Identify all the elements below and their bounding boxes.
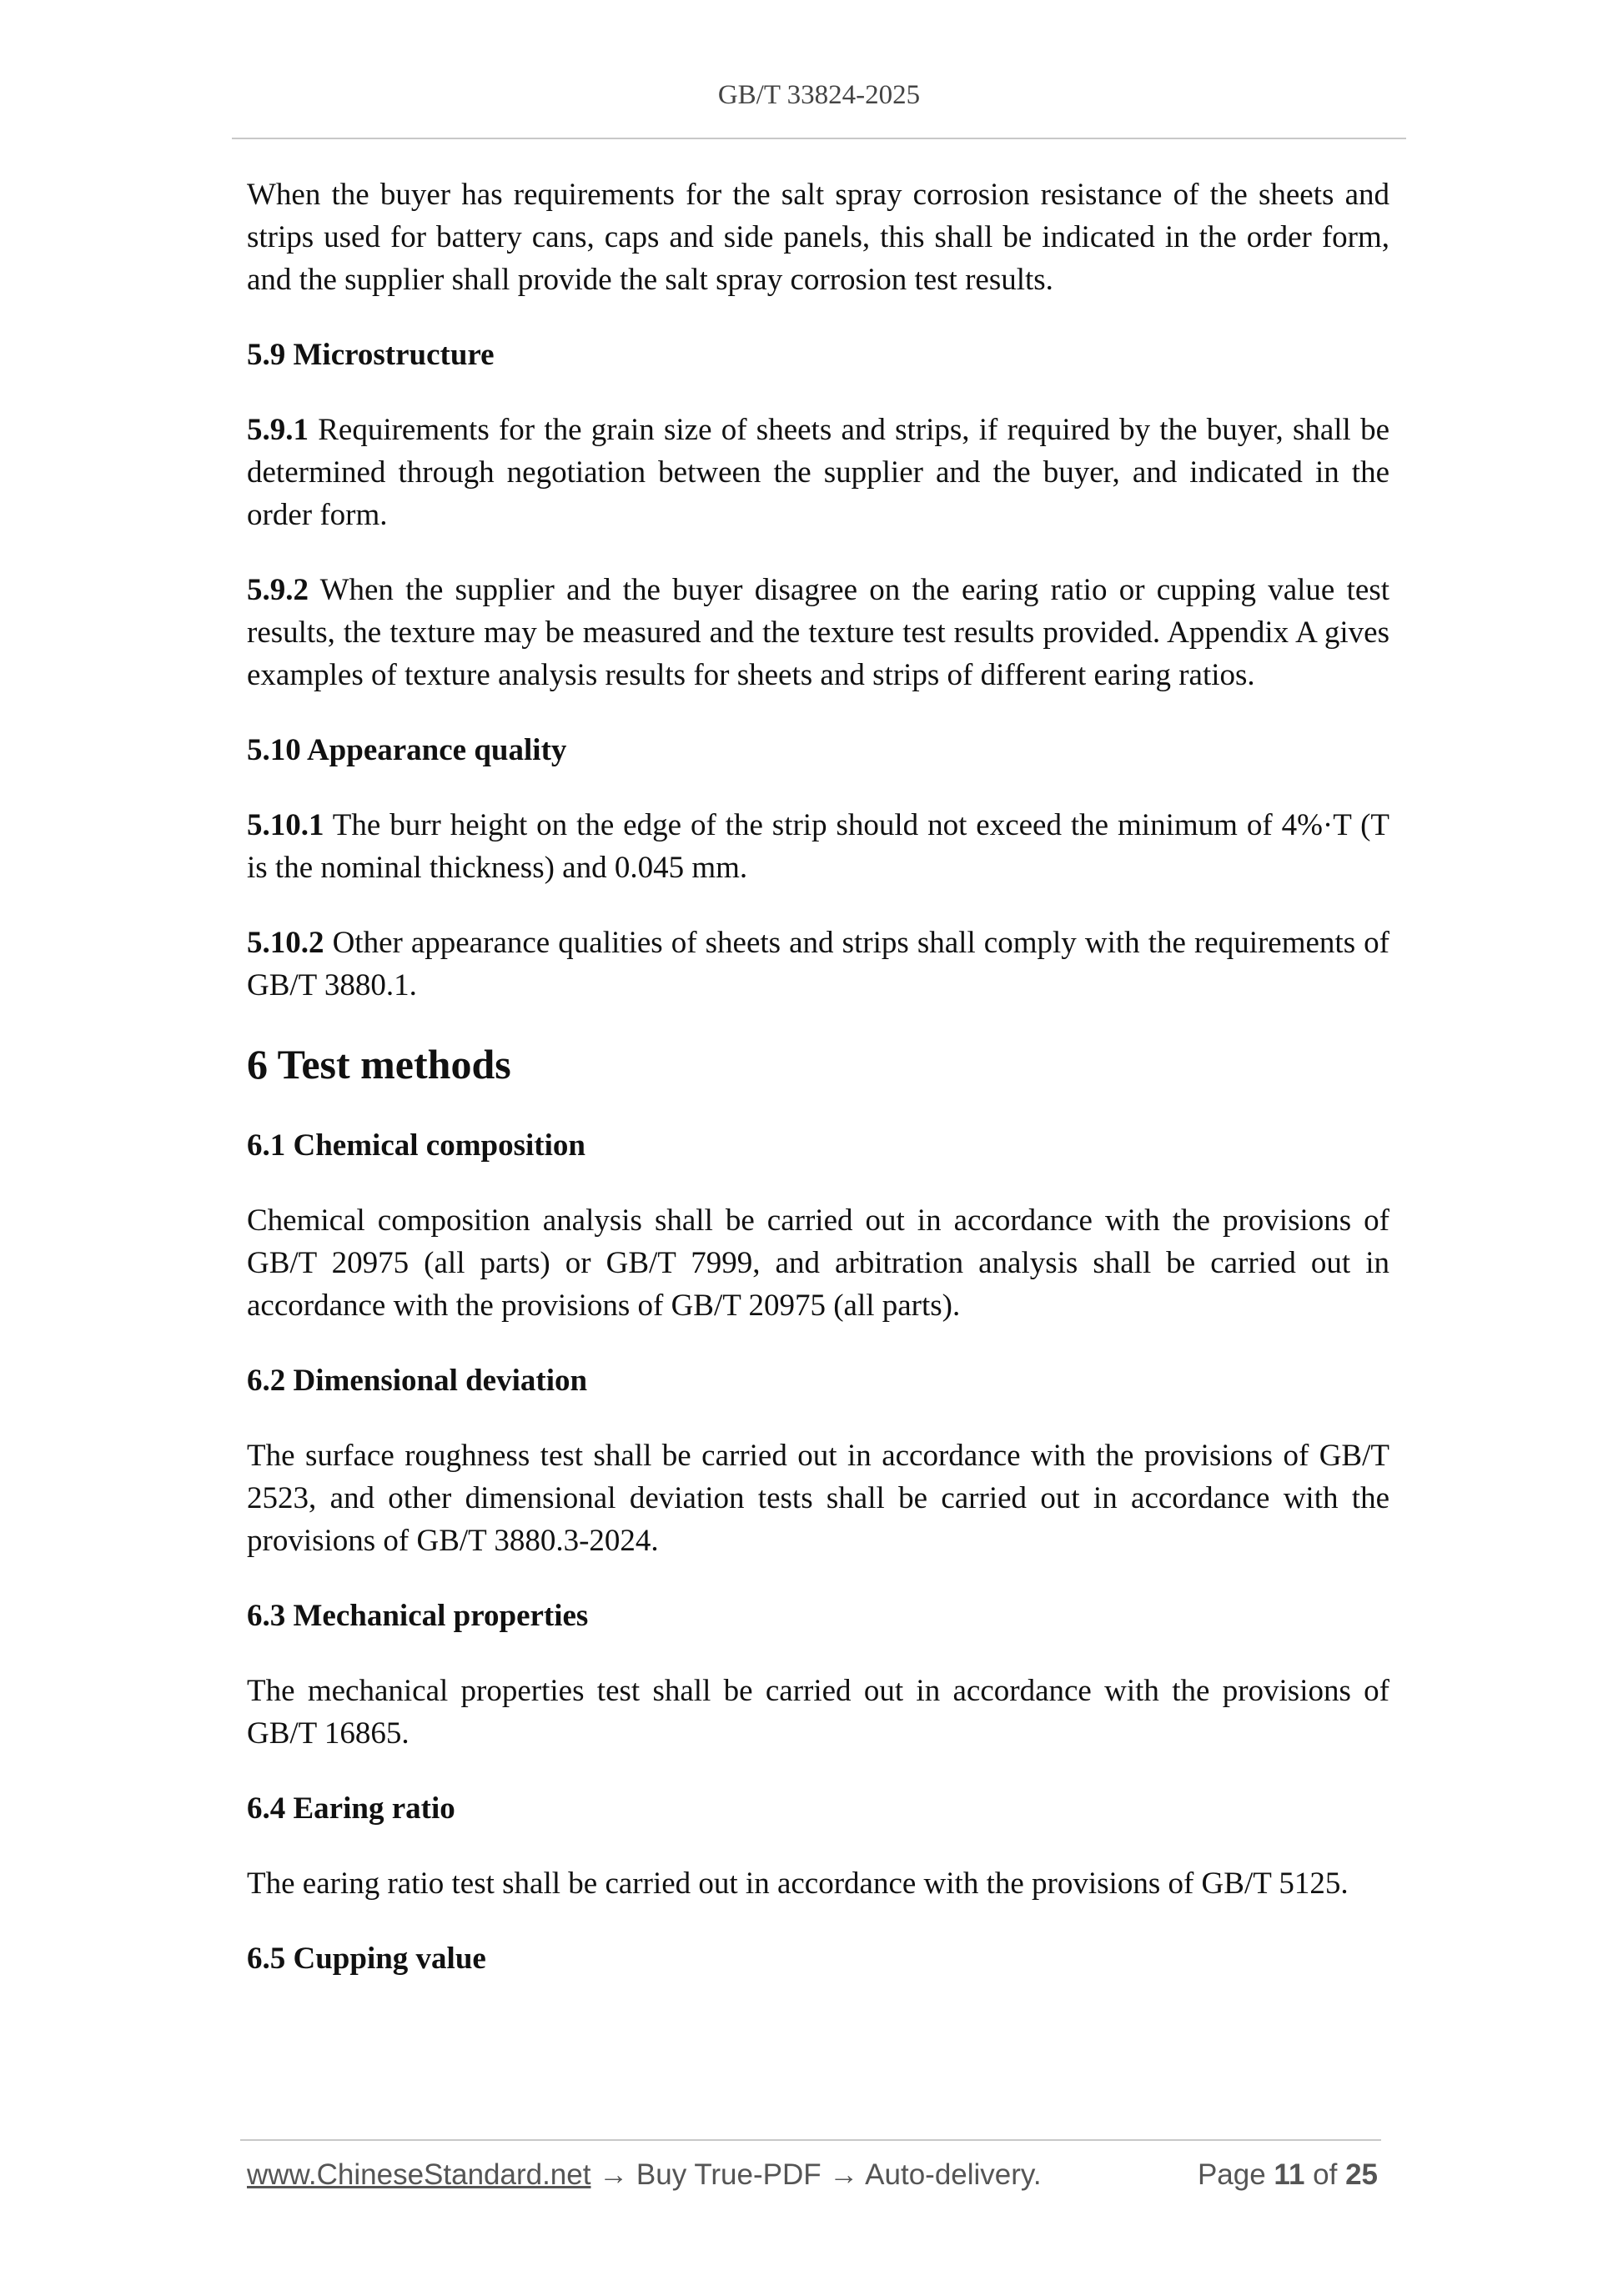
clause-number: 5.10.2 [247,926,324,960]
clause-text: When the supplier and the buyer disagree on the earing ratio or cupping value test results, the texture may be measured and the texture test results provided. Appendix A gives examples of texture analysis results for sheets and strips of different earing ratios. [247,573,1389,692]
intro-paragraph: When the buyer has requirements for the salt spray corrosion resistance of the sheets and strips used for battery cans, caps and side panels, this shall be indicated in the order form, and the supplier shall provide the salt spray corrosion test results. [247,178,1389,297]
current-page-number: 11 [1274,2158,1305,2191]
footer-tagline: → Buy True-PDF → Auto-delivery. [590,2158,1042,2191]
clause-number: 5.9.2 [247,573,309,607]
heading-6-1: 6.1 Chemical composition [247,1128,585,1163]
clause-5-9-2 [247,569,1389,696]
clause-5-10-2 [247,922,1389,1007]
clause-number: 5.10.1 [247,808,324,842]
of-word: of [1304,2158,1346,2191]
page-content [247,173,1389,2012]
heading-5-10: 5.10 Appearance quality [247,733,567,767]
heading-6-4: 6.4 Earing ratio [247,1791,455,1826]
clause-text: Requirements for the grain size of sheets and strips, if required by the buyer, shall be determined through negotiation between the supplier and the buyer, and indicated in the order form. [247,413,1389,532]
clause-5-9-1 [247,409,1389,536]
heading-5-9: 5.9 Microstructure [247,338,495,372]
paragraph-6-2: The surface roughness test shall be carried out in accordance with the provisions of GB/T 2523, and other dimensional deviation tests shall be carried out in accordance with the provisions of GB/T 3880.3-2024. [247,1439,1389,1558]
page-footer [247,2158,1381,2200]
page-word: Page [1197,2158,1274,2191]
paragraph-6-4: The earing ratio test shall be carried out in accordance with the provisions of GB/T 5125. [247,1866,1349,1901]
total-pages: 25 [1345,2158,1378,2191]
footer-divider [240,2139,1381,2141]
heading-6-2: 6.2 Dimensional deviation [247,1364,588,1398]
footer-promo [247,2158,1042,2192]
paragraph-6-1: Chemical composition analysis shall be carried out in accordance with the provisions of GB/T 20975 (all parts) or GB/T 7999, and arbitration analysis shall be carried out in accordance with the provisions of GB/T 20975 (all parts). [247,1203,1389,1323]
section-heading-6: 6 Test methods [247,1041,511,1088]
paragraph-6-3: The mechanical properties test shall be carried out in accordance with the provisions of GB/T 16865. [247,1674,1389,1751]
clause-5-10-1 [247,804,1389,889]
clause-text: Other appearance qualities of sheets and strips shall comply with the requirements of GB/T 3880.1. [247,926,1389,1002]
page-header-title: GB/T 33824-2025 [717,80,921,110]
website-link[interactable]: www.ChineseStandard.net [247,2158,591,2191]
clause-text: The burr height on the edge of the strip should not exceed the minimum of 4%·T (T is the nominal thickness) and 0.045 mm. [247,808,1389,885]
heading-6-3: 6.3 Mechanical properties [247,1599,589,1633]
clause-number: 5.9.1 [247,413,309,447]
header-divider [232,138,1406,139]
page-indicator [1198,2158,1378,2192]
heading-6-5: 6.5 Cupping value [247,1942,486,1976]
